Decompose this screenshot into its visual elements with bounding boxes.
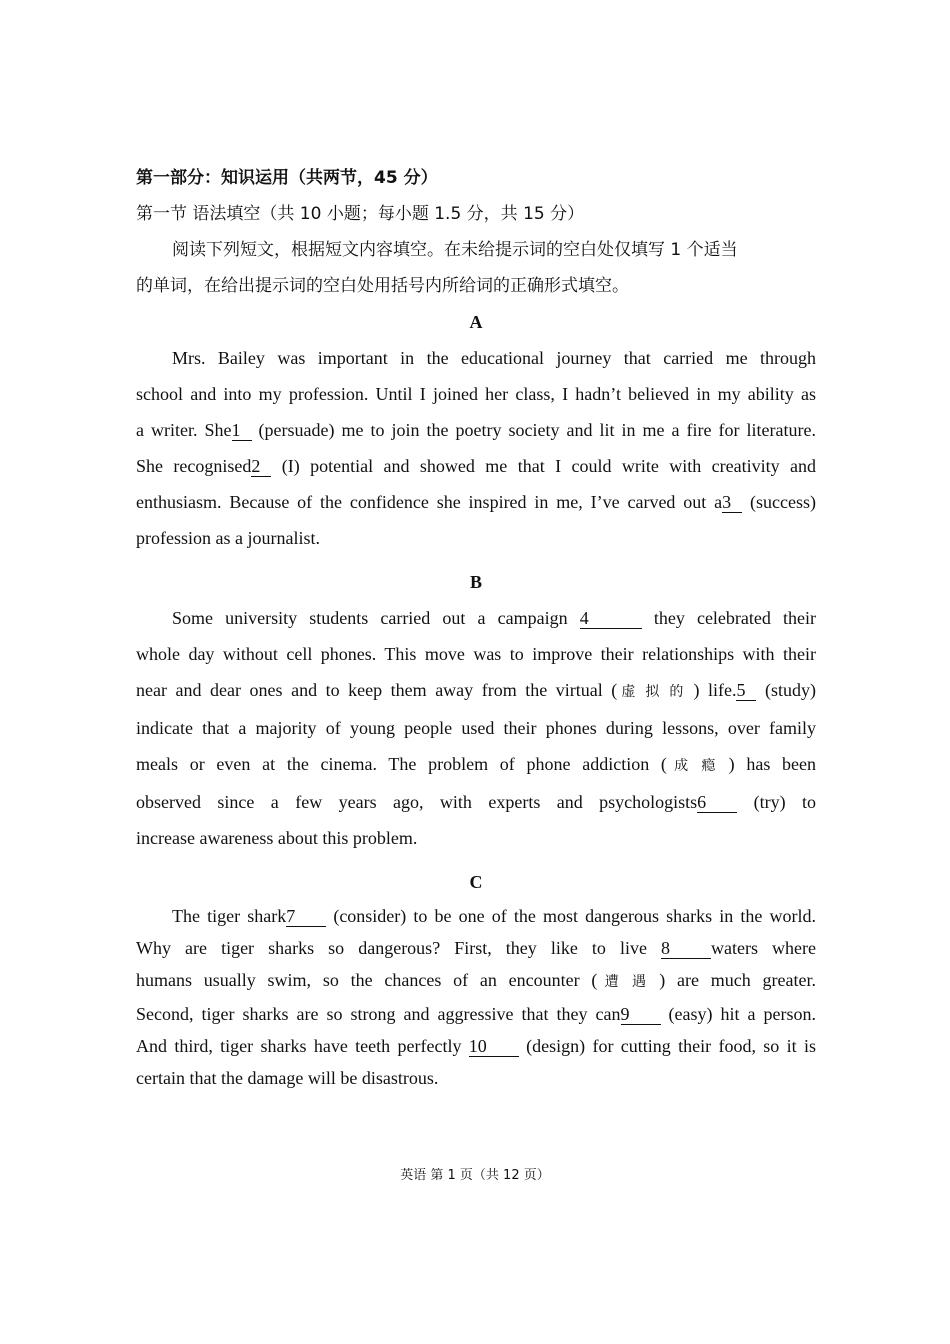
blank-7[interactable]: 7 xyxy=(286,906,326,927)
text: humans usually swim, so the chances of an encounter ( xyxy=(136,970,598,990)
passage-a-line xyxy=(136,448,816,484)
part-title: 第一部分：知识运用（共两节，45 分） xyxy=(136,168,438,188)
exam-page xyxy=(136,160,816,1094)
text: (I) potential and showed me that I could write with creativity and xyxy=(271,456,817,476)
page-footer: 英语 第 1 页（共 12 页） xyxy=(400,1168,550,1183)
passage-b-line xyxy=(136,746,816,784)
text: ) are much greater. xyxy=(659,970,817,990)
passage-c-line xyxy=(136,998,816,1030)
passage-c-line xyxy=(136,964,816,998)
passage-b-line xyxy=(136,672,816,710)
passage-b xyxy=(136,600,816,856)
text: The tiger shark xyxy=(172,906,287,926)
blank-5[interactable]: 5 xyxy=(736,680,756,701)
passage-b-label: B xyxy=(469,572,482,592)
text: (easy) hit a person. xyxy=(660,1004,817,1024)
passage-a xyxy=(136,340,816,556)
text: observed since a few years ago, with experts and psychologists xyxy=(136,792,698,812)
passage-a-label: A xyxy=(469,312,483,332)
passage-c-line xyxy=(136,932,816,964)
passage-a-line: Mrs. Bailey was important in the educational journey that carried me through xyxy=(172,348,816,368)
text: (consider) to be one of the most dangerous sharks in the world. xyxy=(326,906,816,926)
blank-1[interactable]: 1 xyxy=(232,420,252,441)
passage-a-line xyxy=(136,412,816,448)
passage-b-line xyxy=(136,600,816,636)
text: She recognised xyxy=(136,456,252,476)
text: ) has been xyxy=(728,754,817,774)
text: ) life. xyxy=(693,680,737,700)
text: they celebrated their xyxy=(641,608,816,628)
passage-b-line: increase awareness about this problem. xyxy=(136,828,418,848)
text: waters where xyxy=(711,938,817,958)
gloss-addiction: 成瘾 xyxy=(666,758,729,774)
text: And third, tiger sharks have teeth perfectly xyxy=(136,1036,469,1056)
text: a writer. She xyxy=(136,420,232,440)
text: (success) xyxy=(742,492,816,512)
gloss-encounter: 遭遇 xyxy=(597,974,660,990)
text: near and dear ones and to keep them away from the virtual ( xyxy=(136,680,618,700)
text: Some university students carried out a campaign xyxy=(172,608,580,628)
text: meals or even at the cinema. The problem of phone addiction ( xyxy=(136,754,667,774)
text: Second, tiger sharks are so strong and aggressive that they can xyxy=(136,1004,621,1024)
passage-a-line xyxy=(136,484,816,520)
passage-a-line: school and into my profession. Until I joined her class, I hadn’t believed in my ability as xyxy=(136,384,816,404)
passage-c-label: C xyxy=(469,872,483,892)
text: enthusiasm. Because of the confidence she inspired in me, I’ve carved out a xyxy=(136,492,723,512)
text: Why are tiger sharks so dangerous? First, they like to live xyxy=(136,938,661,958)
text: (persuade) me to join the poetry society and lit in me a fire for literature. xyxy=(251,420,816,440)
passage-a-line: profession as a journalist. xyxy=(136,528,320,548)
passage-c-line: certain that the damage will be disastrous. xyxy=(136,1068,439,1088)
passage-b-line: indicate that a majority of young people used their phones during lessons, over family xyxy=(136,718,816,738)
instruction-line-1: 阅读下列短文，根据短文内容填空。在未给提示词的空白处仅填写 1 个适当 xyxy=(172,240,738,260)
blank-2[interactable]: 2 xyxy=(251,456,271,477)
text: (design) for cutting their food, so it is xyxy=(518,1036,816,1056)
text: (try) to xyxy=(737,792,816,812)
gloss-virtual: 虚拟的 xyxy=(617,684,694,700)
section-title: 第一节 语法填空（共 10 小题；每小题 1.5 分，共 15 分） xyxy=(136,204,585,224)
text: (study) xyxy=(756,680,817,700)
passage-c-line xyxy=(136,1030,816,1062)
passage-b-line: whole day without cell phones. This move was to improve their relationships with their xyxy=(136,644,816,664)
passage-b-line xyxy=(136,784,816,820)
passage-c-line xyxy=(136,900,816,932)
blank-8[interactable]: 8 xyxy=(661,938,711,959)
instruction-line-2: 的单词，在给出提示词的空白处用括号内所给词的正确形式填空。 xyxy=(136,276,629,296)
blank-9[interactable]: 9 xyxy=(621,1004,661,1025)
blank-4[interactable]: 4 xyxy=(580,608,642,629)
passage-c xyxy=(136,900,816,1094)
blank-3[interactable]: 3 xyxy=(722,492,742,513)
blank-10[interactable]: 10 xyxy=(469,1036,519,1057)
blank-6[interactable]: 6 xyxy=(697,792,737,813)
